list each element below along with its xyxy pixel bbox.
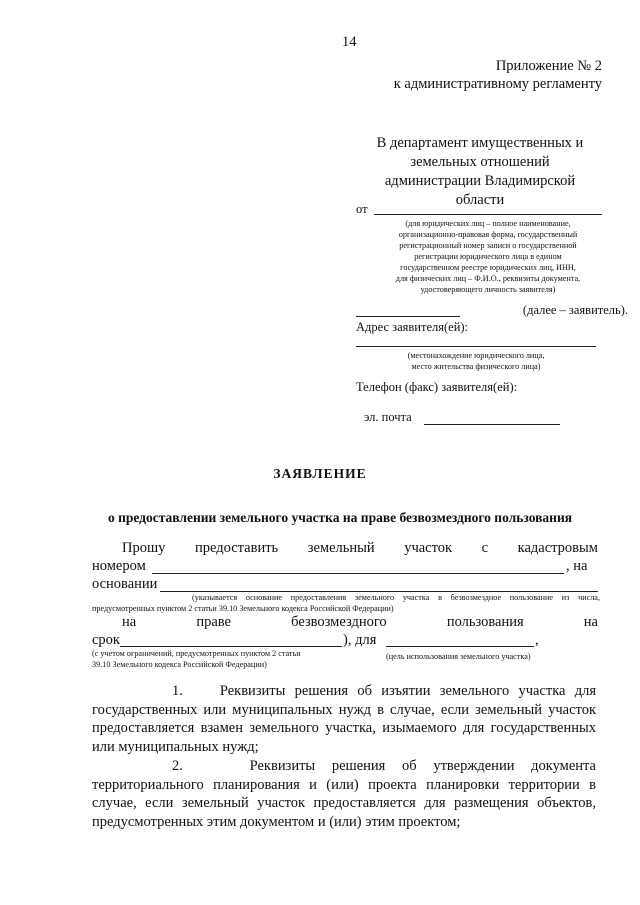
document-title: ЗАЯВЛЕНИЕ [273, 466, 367, 481]
from-hint-line: регистрации юридического лица в едином [414, 252, 562, 261]
from-hint-line: регистрационный номер записи о государственной [399, 241, 577, 250]
right-word: на [122, 614, 137, 630]
purpose-field[interactable] [386, 646, 534, 647]
right-row [122, 614, 598, 631]
right-word: на [583, 614, 598, 630]
basis-hint: (указывается основание предоставления земельного участка в безвозмездное пользование из числа, предусмотренных пунктом 2 статьи 39.10 Земельного кодекса Российской Федерации) [92, 593, 600, 613]
appendix-title: Приложение № 2 [495, 58, 602, 74]
request-word: земельный [307, 540, 375, 556]
requisites-item [92, 682, 596, 756]
address-label: Адрес заявителя(ей): [356, 320, 469, 334]
request-word: кадастровым [517, 540, 598, 556]
cadastral-label: номером [92, 558, 146, 574]
from-hint-line: (для юридических лиц – полное наименование, [405, 219, 571, 228]
cadastral-suffix: , на [566, 558, 588, 574]
purpose-hint: (цель использования земельного участка) [386, 652, 531, 661]
term-end: , [535, 632, 539, 648]
request-word: участок [404, 540, 453, 556]
addressee-line-3: администрации Владимирской [384, 173, 576, 189]
term-hint: (с учетом ограничений, предусмотренных пунктом 2 статьи 39.10 Земельного кодекса Российской Федерации) [92, 649, 301, 669]
from-hint-line: организационно-правовая форма, государственный [398, 230, 578, 239]
from-hint-line: для физических лиц – Ф.И.О., реквизиты документа, [395, 274, 581, 283]
right-word: праве [196, 614, 231, 630]
from-hint-line: удостоверяющего личность заявителя) [420, 285, 556, 294]
request-word: предоставить [194, 540, 279, 556]
appendix-subtitle: к административному регламенту [393, 76, 602, 92]
requisites-text: Реквизиты решения об изъятии земельного участка для государственных или муниципальных нужд в случае, если земельный участок предоставляется взамен земельного участка, изымаемого для государственных или муниципальных нужд; [92, 683, 596, 755]
right-word: безвозмездного [291, 614, 387, 630]
phone-label: Телефон (факс) заявителя(ей): [356, 380, 518, 394]
term-label: срок [92, 632, 120, 648]
addressee-line-4: области [455, 192, 505, 208]
from-label: от [356, 202, 368, 216]
requisites-item [92, 757, 596, 831]
email-field[interactable] [424, 424, 560, 425]
address-hint-line: место жительства физического лица) [411, 362, 541, 371]
right-word: пользования [446, 614, 524, 630]
page-number: 14 [342, 34, 357, 50]
email-label: эл. почта [364, 410, 412, 424]
address-hint-line: (местонахождение юридического лица, [407, 351, 545, 360]
applicant-field[interactable] [356, 316, 460, 317]
basis-label: основании [92, 576, 158, 592]
term-mid: ), для [343, 632, 377, 648]
request-word: с [481, 540, 489, 556]
requisites-text: Реквизиты решения об утверждении документа территориального планирования и (или) проекта планировки территории в случае, если земельный участок предоставляется для размещения объектов, предусмотренных этим документом и (или) этим проектом; [92, 758, 596, 830]
cadastral-number-field[interactable] [152, 573, 564, 574]
address-field[interactable] [356, 346, 596, 347]
addressee-line-1: В департамент имущественных и [376, 135, 584, 151]
document-subtitle: о предоставлении земельного участка на праве безвозмездного пользования [107, 510, 573, 525]
from-hint [368, 218, 608, 295]
term-field[interactable] [120, 646, 342, 647]
requisites-number: 2. [172, 758, 183, 774]
request-word: Прошу [122, 540, 166, 556]
from-field[interactable] [374, 214, 602, 215]
requisites-number: 1. [172, 683, 183, 699]
addressee-line-2: земельных отношений [410, 154, 550, 170]
applicant-suffix: (далее – заявитель). [522, 303, 628, 317]
from-hint-line: государственном реестре юридических лиц, ИНН, [400, 263, 576, 272]
addressee-block [355, 134, 605, 210]
request-row [122, 540, 598, 557]
address-hint [356, 350, 596, 372]
